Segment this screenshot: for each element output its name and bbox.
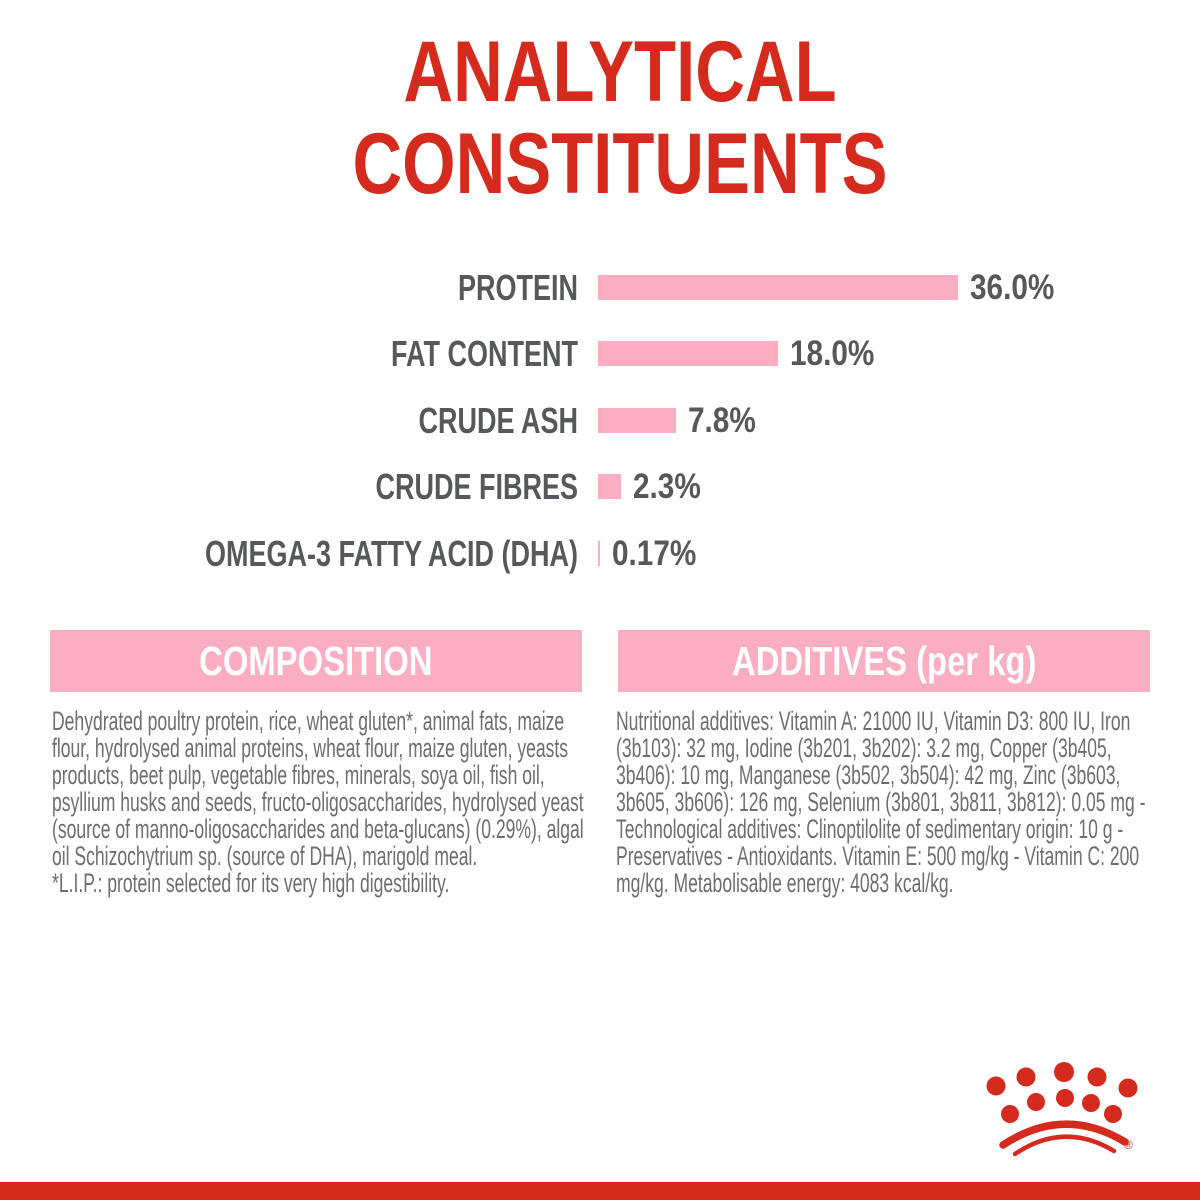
chart-row-value: 36.0% [970,268,1055,307]
chart-bar [598,408,676,433]
chart-row-value: 7.8% [688,401,756,440]
chart-row [0,466,1200,507]
chart-row [0,267,1200,308]
additives-header [618,630,1150,692]
additives-header-label: ADDITIVES (per kg) [731,638,1037,684]
chart-bar [598,341,778,366]
composition-header-label: COMPOSITION [199,638,433,684]
chart-row-label: CRUDE FIBRES [375,466,578,507]
title-line-1: ANALYTICAL [403,24,837,120]
chart-row [0,533,1200,574]
title-line-2: CONSTITUENTS [352,116,888,212]
composition-text [52,708,590,897]
chart-row-value: 18.0% [790,334,875,373]
chart-row-label: FAT CONTENT [391,333,578,374]
chart-row-label: PROTEIN [457,267,578,308]
chart-bar [598,275,958,300]
chart-bar [598,541,600,566]
crown-icon [985,1050,1145,1162]
composition-note: *L.I.P.: protein selected for its very high digestibility. [52,868,450,898]
chart-row-value: 2.3% [633,467,701,506]
composition-header [50,630,582,692]
chart-row-label: OMEGA-3 FATTY ACID (DHA) [205,533,578,574]
chart-bar [598,474,621,499]
registered-mark: ® [1124,1138,1133,1152]
bottom-red-strip [0,1182,1200,1200]
chart-row [0,400,1200,441]
chart-row-label: CRUDE ASH [418,400,578,441]
royal-canin-crown-logo [985,1050,1145,1162]
additives-text [616,708,1154,897]
composition-body: Dehydrated poultry protein, rice, wheat gluten*, animal fats, maize flour, hydrolysed animal proteins, wheat flour, maize gluten, yeasts products, beet pulp, vegetable fibres, minerals, soya oil, fish oil, psyllium husks and seeds, fructo-oligosaccharides, hydrolysed yeast (source of manno-oligosaccharides and beta-glucans) (0.29%), algal oil Schizochytrium sp. (source of DHA), marigold meal. [52,706,584,871]
chart-row-value: 0.17% [612,534,697,573]
chart-row [0,333,1200,374]
additives-body: Nutritional additives: Vitamin A: 21000 IU, Vitamin D3: 800 IU, Iron (3b103): 32 mg, Iodine (3b201, 3b202): 3.2 mg, Copper (3b405, 3b406): 10 mg, Manganese (3b502, 3b504): 42 mg, Zinc (3b603, 3b605, 3b606): 126 mg, Selenium (3b801, 3b811, 3b812): 0.05 mg - Technological additives: Clinoptilolite of sedimentary origin: 10 g - Preservatives - Antioxidants. Vitamin E: 500 mg/kg - Vitamin C: 200 mg/kg. Metabolisable energy: 4083 kcal/kg. [616,706,1146,898]
